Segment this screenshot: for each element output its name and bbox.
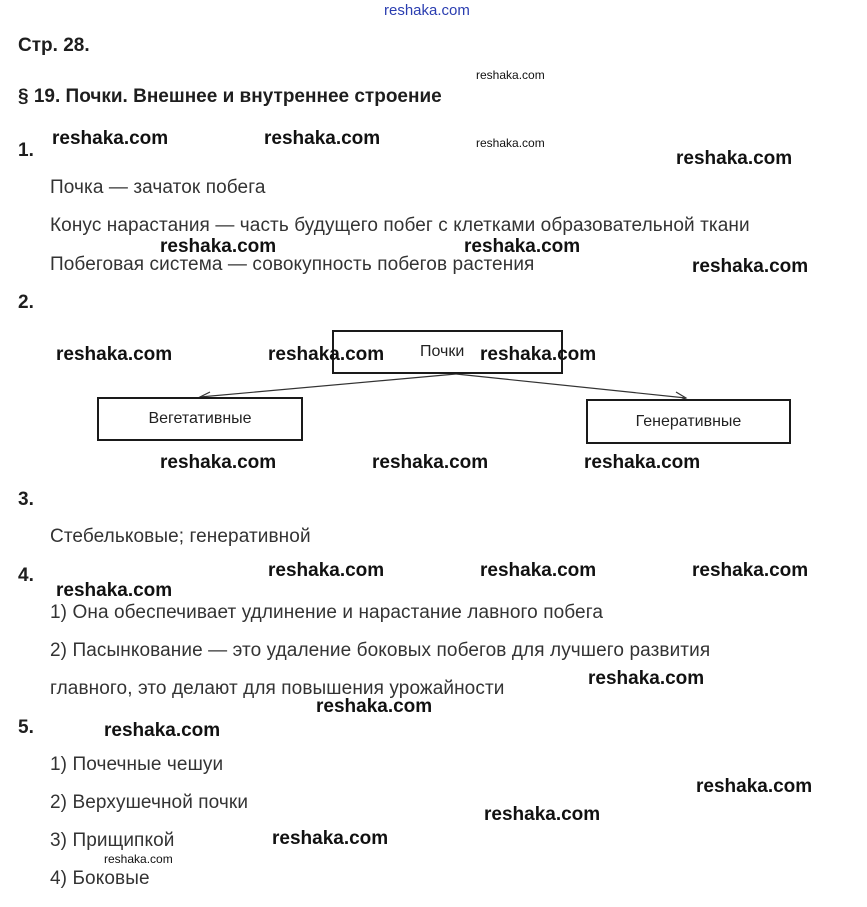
answer-3-line-1: Стебельковые; генеративной	[50, 526, 311, 547]
question-2-number: 2.	[18, 292, 34, 313]
answer-4-line-3: главного, это делают для повышения урожайности	[50, 678, 505, 699]
answer-1-line-2: Конус нарастания — часть будущего побег с клетками образовательной ткани	[50, 215, 750, 236]
watermark: reshaka.com	[264, 128, 381, 149]
watermark: reshaka.com	[268, 344, 385, 365]
watermark: reshaka.com	[484, 804, 601, 825]
watermark: reshaka.com	[476, 136, 545, 150]
watermark: reshaka.com	[692, 560, 809, 581]
watermark: reshaka.com	[480, 344, 597, 365]
answer-4-line-2: 2) Пасынкование — это удаление боковых побегов для лучшего развития	[50, 640, 711, 661]
answer-1-line-3: Побеговая система — совокупность побегов растения	[50, 254, 535, 275]
answer-5-line-2: 2) Верхушечной почки	[50, 792, 249, 813]
watermark: reshaka.com	[56, 580, 173, 601]
watermark: reshaka.com	[268, 560, 385, 581]
diagram-right-label: Генеративные	[635, 412, 742, 430]
watermark: reshaka.com	[104, 852, 173, 866]
diagram-left-box	[97, 397, 303, 441]
diagram-right-box	[586, 399, 791, 444]
diagram-left-label: Вегетативные	[148, 410, 252, 427]
diagram-root-label: Почки	[420, 343, 465, 360]
watermark: reshaka.com	[676, 148, 793, 169]
watermark: reshaka.com	[316, 696, 433, 717]
question-4-number: 4.	[18, 565, 34, 586]
section-title: § 19. Почки. Внешнее и внутреннее строение	[18, 86, 442, 107]
answer-5-line-3: 3) Прищипкой	[50, 830, 175, 851]
answer-5-line-4: 4) Боковые	[50, 868, 150, 889]
watermark: reshaka.com	[480, 560, 597, 581]
answer-5-line-1: 1) Почечные чешуи	[50, 754, 224, 775]
question-5-number: 5.	[18, 717, 34, 738]
watermark: reshaka.com	[56, 344, 173, 365]
question-1-number: 1.	[18, 140, 34, 161]
watermark: reshaka.com	[372, 452, 489, 473]
watermark: reshaka.com	[588, 668, 705, 689]
answer-4-line-1: 1) Она обеспечивает удлинение и нарастание лавного побега	[50, 602, 603, 623]
watermark: reshaka.com	[272, 828, 389, 849]
watermark-top: reshaka.com	[384, 2, 470, 19]
arrow-line-right	[456, 374, 686, 398]
page-reference: Стр. 28.	[18, 35, 90, 56]
watermark: reshaka.com	[464, 236, 581, 257]
question-3-number: 3.	[18, 489, 34, 510]
watermark: reshaka.com	[104, 720, 221, 741]
watermark: reshaka.com	[52, 128, 169, 149]
answer-1-line-1: Почка — зачаток побега	[50, 177, 266, 198]
watermark: reshaka.com	[696, 776, 813, 797]
watermark: reshaka.com	[476, 68, 545, 82]
watermark: reshaka.com	[160, 452, 277, 473]
watermark: reshaka.com	[584, 452, 701, 473]
arrow-line-left	[200, 374, 456, 397]
watermark: reshaka.com	[160, 236, 277, 257]
watermark: reshaka.com	[692, 256, 809, 277]
